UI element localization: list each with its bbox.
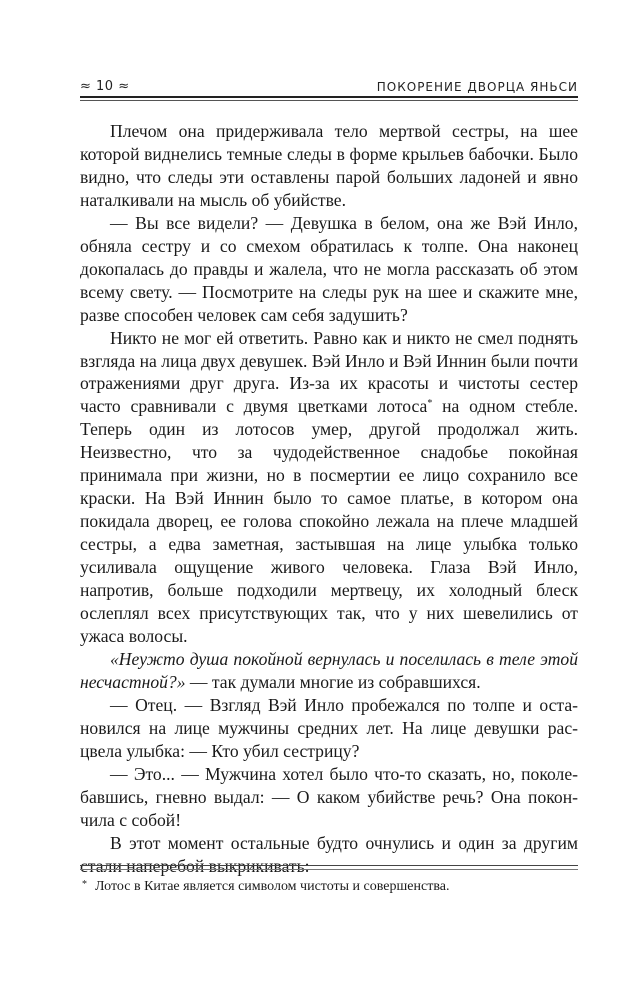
paragraph-2: — Вы все видели? — Девушка в белом, она же Вэй Инло, обняла сестру и со смехом обратилась к толпе. Она наконец докопалась до правды и жалела, что не могла рассказать об этом всему свету. — Посмотрите на следы рук на шее и скажите мне, разве способен человек сам себя задушить? (80, 212, 578, 325)
book-page (80, 0, 578, 1000)
italic-thought: «Неужто душа покойной вернулась и поселилась в теле этой несчастной?» (80, 648, 578, 692)
paragraph-4 (80, 648, 578, 694)
paragraph-5: — Отец. — Взгляд Вэй Инло пробежался по толпе и остановился на лице мужчины средних лет. На лице девушки расцвела улыбка: — Кто убил сестрицу? (80, 694, 578, 761)
paragraph-1: Плечом она придерживала тело мертвой сестры, на шее которой виднелись темные следы в форме крыльев бабочки. Было видно, что следы эти оставлены парой больших ладоней и явно наталкивали на мысль об убийстве. (80, 121, 578, 210)
footnote-mark: * (82, 879, 87, 890)
running-head (80, 76, 578, 94)
paragraph-7: В этот момент остальные будто очнулись и один за другим стали наперебой выкрикивать: (80, 832, 578, 876)
paragraph-3-text-a: Никто не мог ей ответить. Равно как и никто не смел поднять взгляда на лица двух девушек. Вэй Инло и Вэй Иннин были почти отражениями друг друга. Из-за их красоты и чистоты сестер часто сравнивали с двумя цветками лотоса (80, 327, 578, 417)
footnote (82, 876, 578, 896)
paragraph-3-text-b: на одном стебле. Теперь один из лотосов умер, другой продолжал жить. Неизвестно, что за чудодейственное снадобье покойная принимала при жизни, но в посмертии ее лицо сохранило все краски. На Вэй Иннин было то самое платье, в котором она покидала дворец, ее голова спокойно лежала на плече младшей сестры, а едва заметная, застывшая на лице улыбка только усиливала ощущение живого человека. Глаза Вэй Инло, напротив, больше подходили мертвецу, их холодный блеск ослеплял всех присутствующих так, что у них шевелились от ужаса волосы. (80, 396, 578, 646)
paragraph-6: — Это... — Мужчина хотел было что-то сказать, но, поколебавшись, гневно выдал: — О каком убийстве речь? Она покончила с собой! (80, 763, 578, 830)
page-number: ≈ 10 ≈ (80, 79, 130, 94)
header-double-rule (80, 96, 578, 101)
footnote-reference[interactable]: * (427, 398, 433, 410)
book-title: ПОКОРЕНИЕ ДВОРЦА ЯНЬСИ (376, 80, 578, 94)
paragraph-3 (80, 327, 578, 648)
paragraph-4-text: — так думали многие из собравшихся. (185, 671, 481, 692)
footnote-text: Лотос в Китае является символом чистоты и совершенства. (95, 879, 450, 894)
body-text (80, 120, 578, 877)
footnote-double-rule (80, 865, 578, 870)
